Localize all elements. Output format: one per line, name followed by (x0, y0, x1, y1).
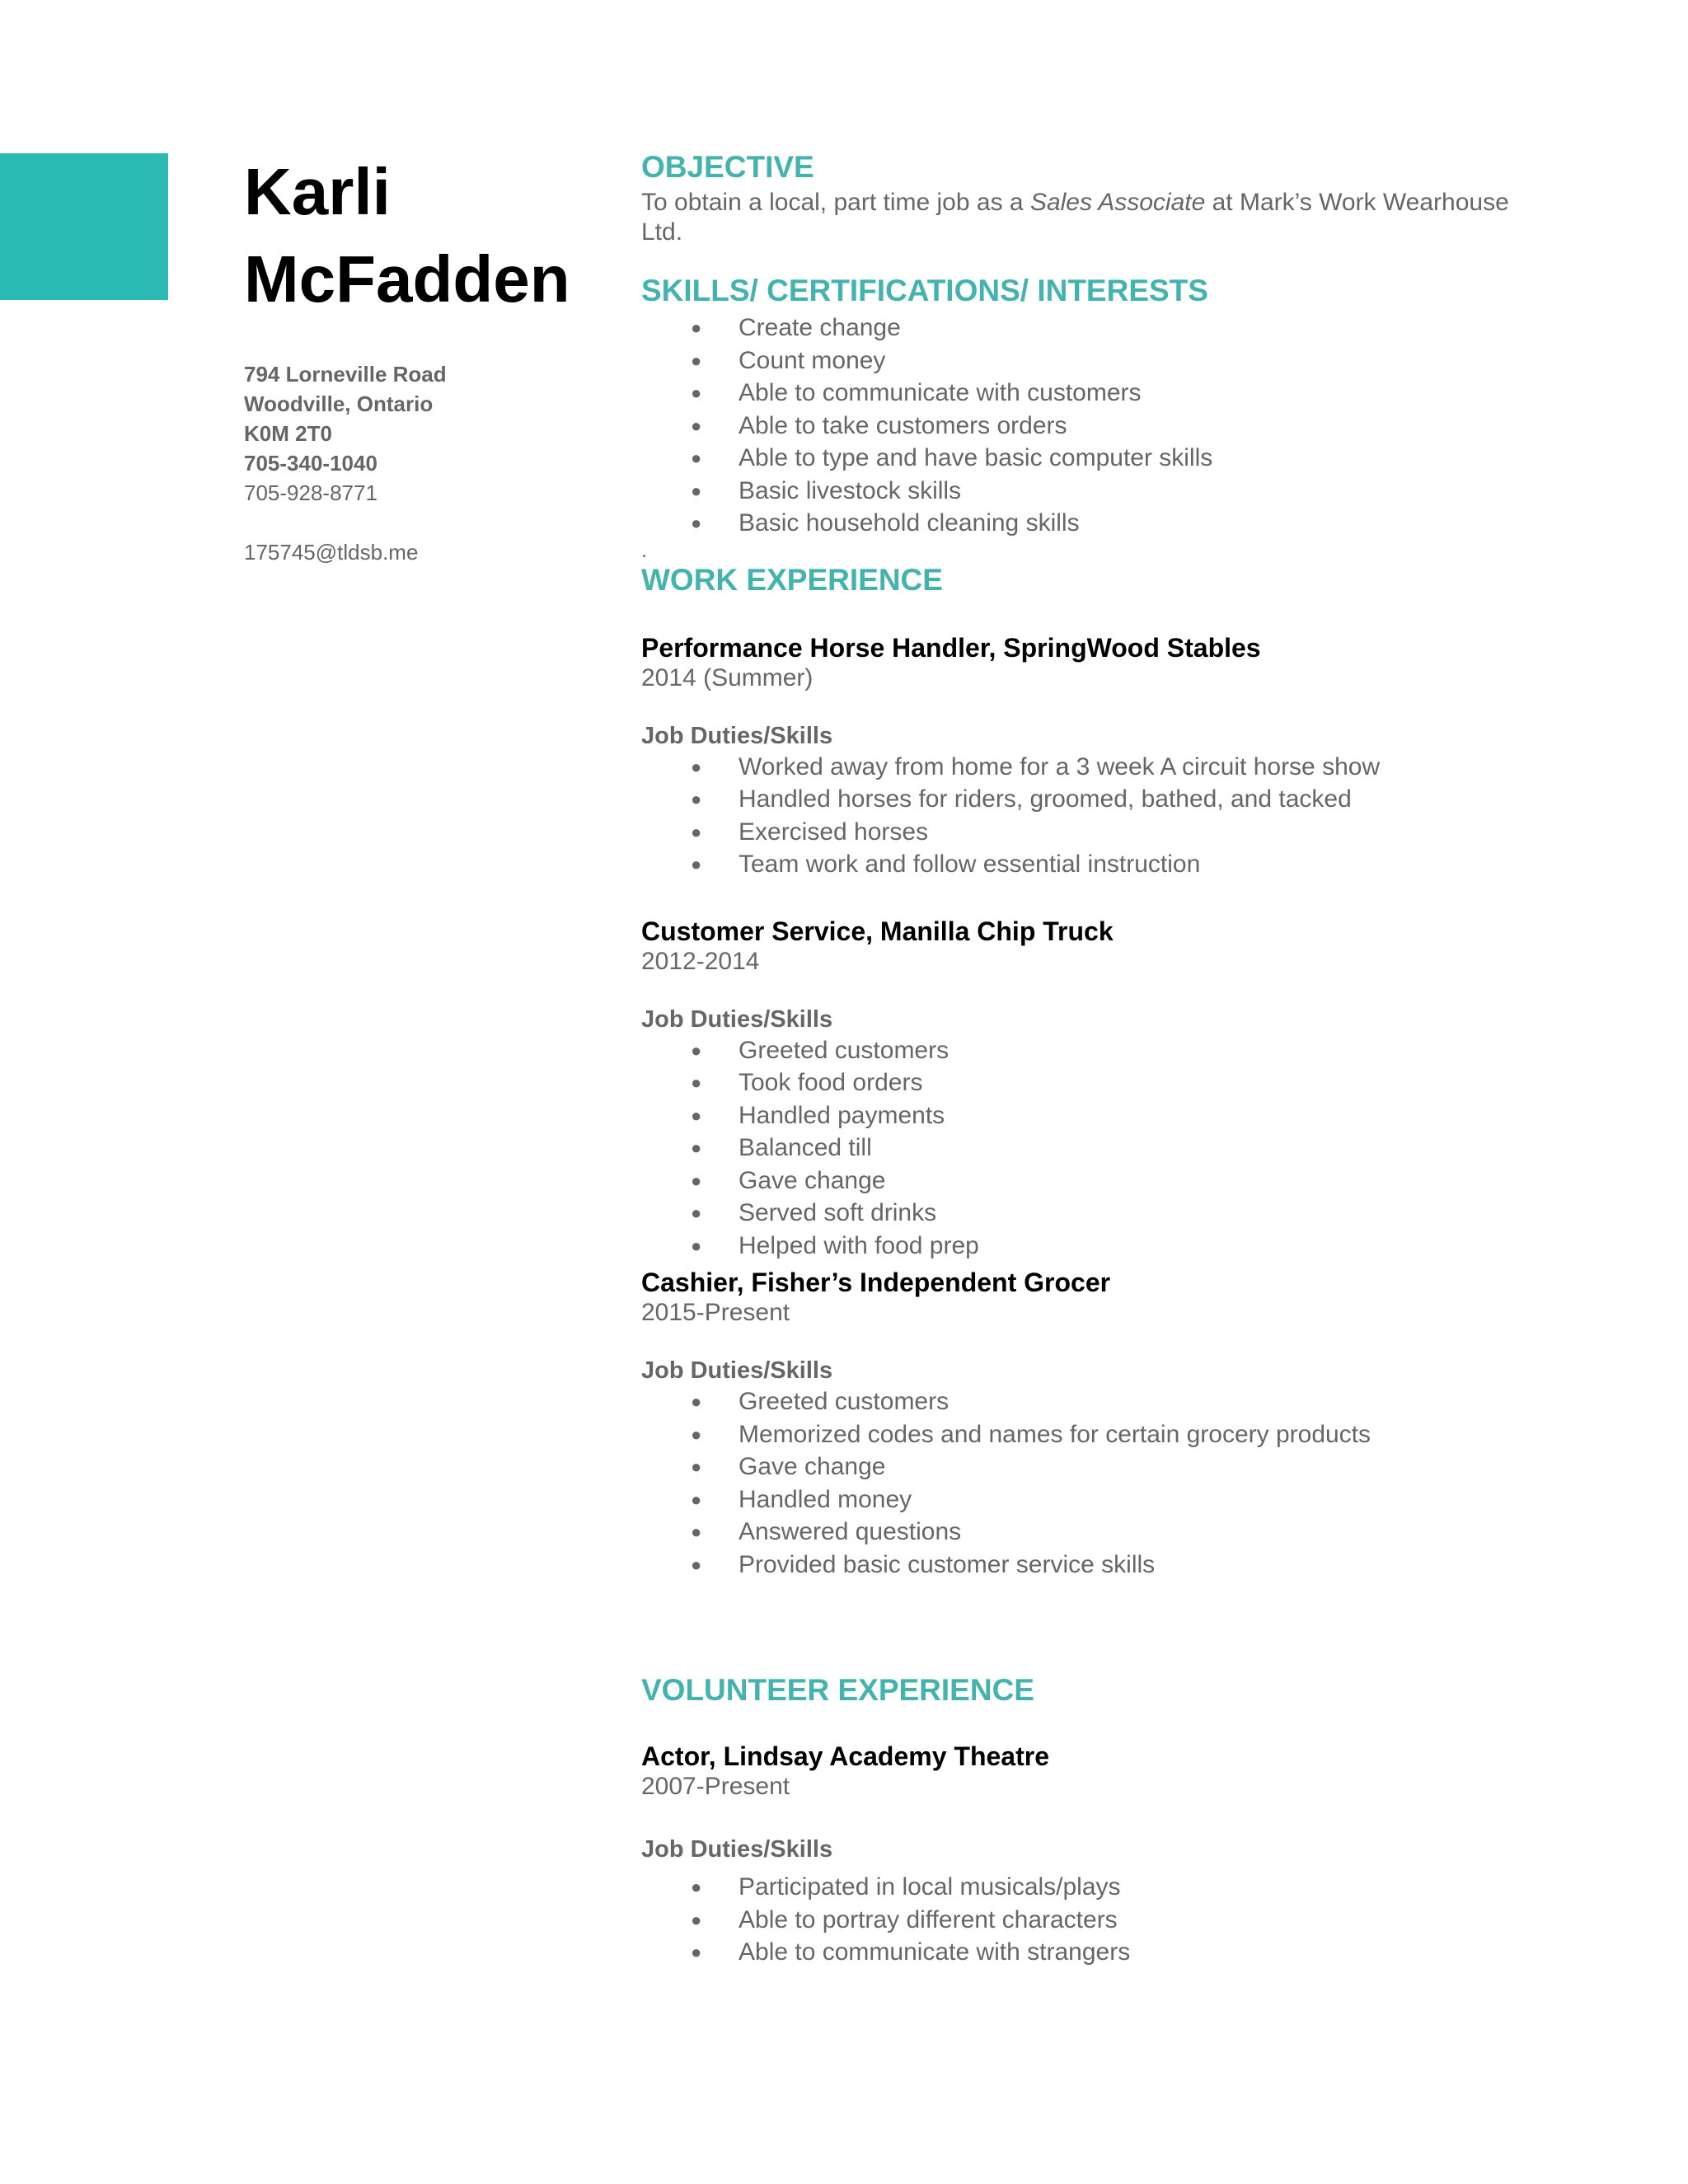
list-item (641, 1132, 1556, 1165)
list-item (641, 1871, 1556, 1904)
bullet-icon: ● (691, 1488, 702, 1510)
address-line-1: 794 Lorneville Road (244, 362, 447, 387)
list-item (641, 1418, 1556, 1451)
bullet-icon: ● (691, 821, 702, 842)
list-item (641, 377, 1556, 410)
list-item (641, 751, 1556, 784)
list-item-text: Worked away from home for a 3 week A circuit horse show (738, 752, 1381, 780)
accent-block (0, 153, 168, 300)
contact-block (244, 359, 607, 567)
duties-list (641, 1871, 1556, 1969)
bullet-icon: ● (691, 854, 702, 874)
objective-text (641, 188, 1556, 247)
duties-label: Job Duties/Skills (641, 722, 833, 749)
list-item (641, 1385, 1556, 1418)
list-item-text: Create change (738, 314, 901, 341)
bullet-icon: ● (691, 1423, 702, 1445)
list-item (641, 344, 1556, 377)
phone-secondary: 705-928-8771 (244, 480, 377, 505)
objective-text-italic: Sales Associate (1029, 189, 1206, 216)
list-item-text: Team work and follow essential instruction (738, 851, 1201, 878)
resume-name (244, 148, 607, 323)
list-item (641, 1099, 1556, 1132)
list-item (641, 1165, 1556, 1197)
list-item (641, 442, 1556, 475)
job-title: Cashier, Fisher’s Independent Grocer (641, 1268, 1111, 1297)
contact-spacer (244, 508, 607, 537)
bullet-icon: ● (691, 1039, 702, 1061)
list-item-text: Count money (738, 346, 886, 374)
duties-label: Job Duties/Skills (641, 1357, 833, 1384)
list-item (641, 783, 1556, 816)
bullet-icon: ● (691, 1877, 702, 1897)
bullet-icon: ● (691, 1909, 702, 1930)
job-date: 2014 (Summer) (641, 663, 814, 691)
job-date: 2012-2014 (641, 947, 760, 975)
duties-list (641, 1385, 1556, 1581)
skills-list (641, 312, 1556, 540)
name-first: Karli (244, 155, 391, 228)
list-item (641, 312, 1556, 344)
list-item-text: Greeted customers (738, 1036, 950, 1064)
sidebar (244, 148, 607, 567)
bullet-icon: ● (691, 1521, 702, 1542)
list-item-text: Basic livestock skills (738, 476, 962, 504)
list-item-text: Able to communicate with customers (738, 379, 1142, 406)
list-item (641, 1904, 1556, 1937)
duties-list (641, 1034, 1556, 1263)
list-item-text: Greeted customers (738, 1388, 950, 1415)
bullet-icon: ● (691, 1235, 702, 1256)
bullet-icon: ● (691, 480, 702, 501)
job-date: 2015-Present (641, 1299, 790, 1326)
bullet-icon: ● (691, 756, 702, 777)
bullet-icon: ● (691, 349, 702, 371)
list-item-text: Gave change (738, 1453, 886, 1480)
objective-heading: OBJECTIVE (641, 150, 814, 184)
volunteer-job-1 (641, 1741, 1556, 1969)
list-item (641, 1034, 1556, 1067)
list-item-text: Memorized codes and names for certain grocery products (738, 1420, 1372, 1448)
job-title: Customer Service, Manilla Chip Truck (641, 916, 1114, 946)
list-item (641, 1197, 1556, 1230)
list-item (641, 1483, 1556, 1516)
bullet-icon: ● (691, 382, 702, 403)
email: 175745@tldsb.me (244, 540, 419, 565)
job-title: Performance Horse Handler, SpringWood Stables (641, 632, 1261, 663)
work-job-3 (641, 1267, 1556, 1581)
duties-label: Job Duties/Skills (641, 1005, 833, 1033)
list-item-text: Basic household cleaning skills (738, 509, 1080, 537)
list-item-text: Gave change (738, 1166, 886, 1194)
list-item-text: Handled horses for riders, groomed, bathed, and tacked (738, 785, 1352, 813)
list-item-text: Served soft drinks (738, 1199, 937, 1226)
postal-code: K0M 2T0 (244, 421, 332, 446)
list-item-text: Able to type and have basic computer skills (738, 444, 1213, 471)
list-item-text: Exercised horses (738, 818, 929, 846)
bullet-icon: ● (691, 1104, 702, 1126)
work-job-2 (641, 916, 1556, 1263)
bullet-icon: ● (691, 1942, 702, 1962)
list-item (641, 848, 1556, 881)
list-item-text: Helped with food prep (738, 1231, 979, 1259)
list-item (641, 1451, 1556, 1483)
name-last: McFadden (244, 242, 570, 316)
list-item (641, 1230, 1556, 1263)
list-item-text: Took food orders (738, 1069, 923, 1096)
list-item (641, 1066, 1556, 1099)
address-line-2: Woodville, Ontario (244, 391, 434, 416)
bullet-icon: ● (691, 1072, 702, 1093)
main-content (641, 147, 1556, 1969)
list-item (641, 410, 1556, 443)
bullet-icon: ● (691, 1391, 702, 1412)
bullet-icon: ● (691, 415, 702, 436)
work-job-1 (641, 632, 1556, 881)
work-heading: WORK EXPERIENCE (641, 562, 943, 597)
job-date: 2007-Present (641, 1773, 790, 1800)
list-item-text: Able to portray different characters (738, 1905, 1118, 1933)
bullet-icon: ● (691, 1554, 702, 1575)
duties-list (641, 751, 1556, 881)
bullet-icon: ● (691, 1169, 702, 1191)
bullet-icon: ● (691, 1137, 702, 1158)
bullet-icon: ● (691, 513, 702, 533)
job-title: Actor, Lindsay Academy Theatre (641, 1741, 1049, 1771)
objective-text-after: at Mark’s Work Wearhouse Ltd. (641, 189, 1509, 246)
bullet-icon: ● (691, 317, 702, 338)
list-item (641, 816, 1556, 849)
list-item (641, 475, 1556, 508)
list-item (641, 507, 1556, 540)
bullet-icon: ● (691, 1202, 702, 1223)
list-item-text: Participated in local musicals/plays (738, 1873, 1121, 1900)
skills-heading: SKILLS/ CERTIFICATIONS/ INTERESTS (641, 274, 1208, 307)
bullet-icon: ● (691, 448, 702, 468)
list-item (641, 1549, 1556, 1582)
duties-label: Job Duties/Skills (641, 1836, 833, 1863)
list-item-text: Balanced till (738, 1134, 872, 1161)
list-item-text: Handled payments (738, 1101, 945, 1129)
list-item (641, 1516, 1556, 1549)
bullet-icon: ● (691, 1456, 702, 1477)
skills-trailing-mark: . (641, 537, 648, 562)
objective-text-before: To obtain a local, part time job as a (641, 189, 1030, 216)
volunteer-heading: VOLUNTEER EXPERIENCE (641, 1673, 1034, 1707)
list-item-text: Answered questions (738, 1518, 962, 1545)
phone-primary: 705-340-1040 (244, 451, 377, 476)
list-item-text: Able to communicate with strangers (738, 1938, 1131, 1966)
bullet-icon: ● (691, 789, 702, 809)
list-item-text: Handled money (738, 1485, 912, 1513)
list-item (641, 1936, 1556, 1969)
list-item-text: Able to take customers orders (738, 411, 1067, 439)
list-item-text: Provided basic customer service skills (738, 1550, 1156, 1578)
